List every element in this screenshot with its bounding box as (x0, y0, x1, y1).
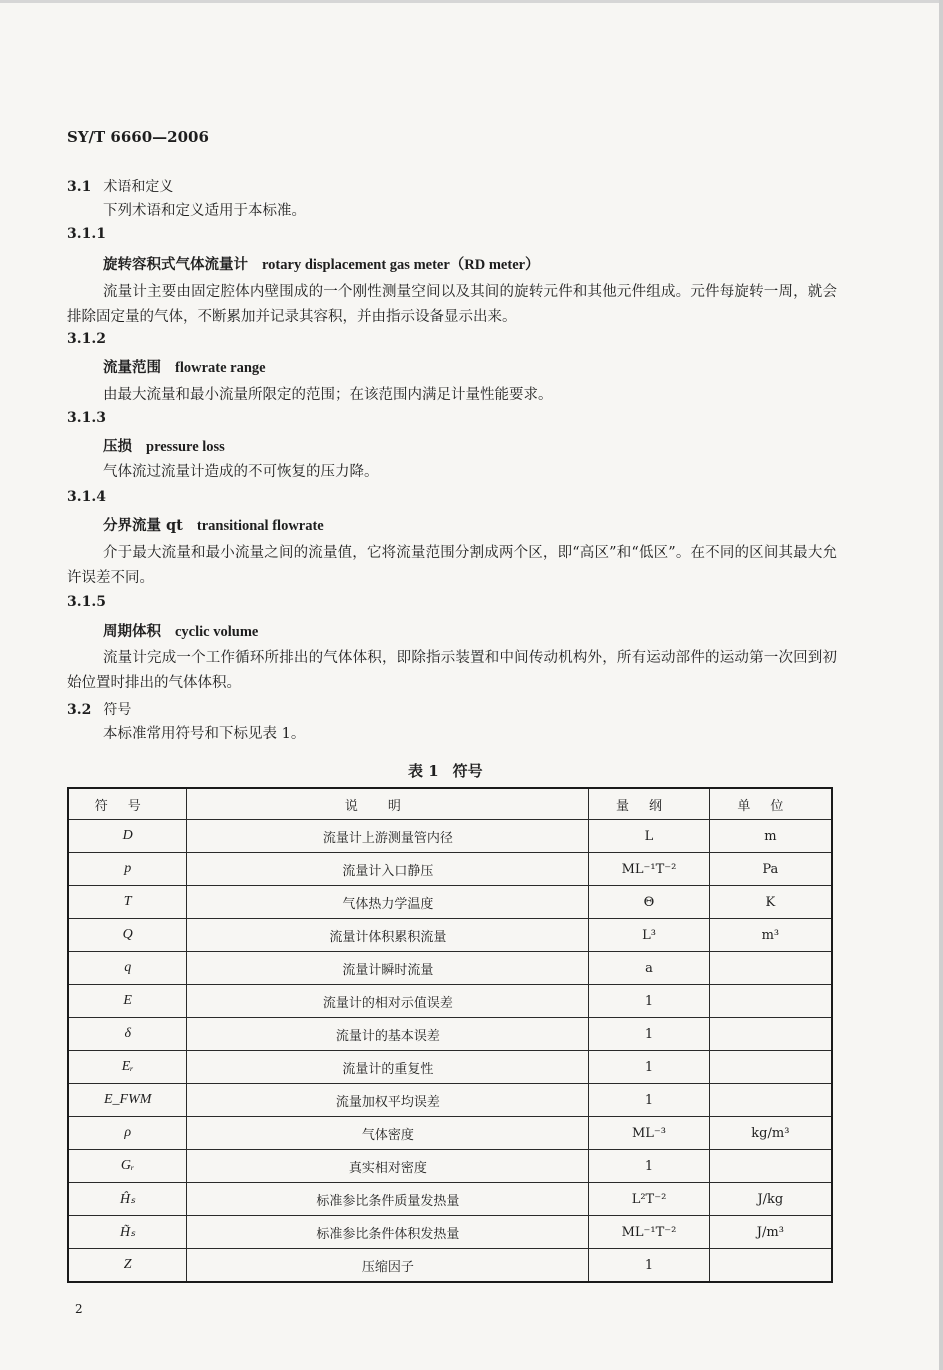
table-row (68, 1084, 832, 1117)
description-cell: 流量计入口静压 (187, 853, 589, 886)
description-cell: 流量计体积累积流量 (187, 919, 589, 952)
section-3-1-heading (67, 176, 173, 196)
term-title (103, 435, 225, 456)
term-title (103, 253, 540, 274)
symbol-cell: ρ (68, 1117, 187, 1150)
term-number: 3.1.1 (67, 226, 106, 242)
term-cn: 分界流量 qt (103, 517, 183, 534)
description-cell: 真实相对密度 (187, 1150, 589, 1183)
description-cell: 标准参比条件质量发热量 (187, 1183, 589, 1216)
unit-cell (709, 1249, 832, 1283)
unit-cell (709, 952, 832, 985)
table-row (68, 1150, 832, 1183)
term-number: 3.1.2 (67, 331, 106, 347)
table-row (68, 985, 832, 1018)
dimension-cell: ML⁻¹T⁻² (589, 1216, 709, 1249)
table-row (68, 853, 832, 886)
symbol-cell: E_FWM (68, 1084, 187, 1117)
page-number: 2 (75, 1302, 83, 1316)
unit-cell (709, 1051, 832, 1084)
table-caption (408, 760, 483, 781)
dimension-cell: Θ (589, 886, 709, 919)
symbols-table (67, 787, 833, 1283)
description-cell: 流量计瞬时流量 (187, 952, 589, 985)
unit-cell: J/kg (709, 1183, 832, 1216)
header-unit: 单位 (709, 788, 832, 820)
table-caption-title: 符号 (452, 762, 483, 780)
section-3-2-heading (67, 699, 131, 719)
term-number: 3.1.5 (67, 594, 106, 610)
unit-cell: K (709, 886, 832, 919)
term-number: 3.1.4 (67, 489, 106, 505)
symbol-cell: δ (68, 1018, 187, 1051)
dimension-cell: ML⁻³ (589, 1117, 709, 1150)
description-cell: 压缩因子 (187, 1249, 589, 1283)
dimension-cell: 1 (589, 1150, 709, 1183)
table-row (68, 1216, 832, 1249)
scan-top-edge (0, 0, 943, 3)
symbol-cell: H̃ₛ (68, 1216, 187, 1249)
unit-cell: kg/m³ (709, 1117, 832, 1150)
table-row (68, 1018, 832, 1051)
term-cn: 旋转容积式气体流量计 (103, 256, 248, 273)
scan-right-edge (939, 0, 943, 1370)
term-en: transitional flowrate (196, 518, 324, 534)
table-row (68, 820, 832, 853)
term-definition: 气体流过流量计造成的不可恢复的压力降。 (103, 464, 379, 480)
term-cn: 压损 (103, 438, 132, 455)
symbol-cell: D (68, 820, 187, 853)
table-header-row (68, 788, 832, 820)
dimension-cell: L²T⁻² (589, 1183, 709, 1216)
symbol-cell: Ĥₛ (68, 1183, 187, 1216)
dimension-cell: ML⁻¹T⁻² (589, 853, 709, 886)
term-en: flowrate range (175, 360, 266, 376)
section-title: 符号 (103, 702, 132, 718)
symbol-cell: T (68, 886, 187, 919)
unit-cell (709, 985, 832, 1018)
dimension-cell: L (589, 820, 709, 853)
description-cell: 流量计的基本误差 (187, 1018, 589, 1051)
term-en: cyclic volume (175, 624, 259, 640)
unit-cell: m (709, 820, 832, 853)
dimension-cell: 1 (589, 1018, 709, 1051)
header-dimension: 量纲 (589, 788, 709, 820)
dimension-cell: 1 (589, 1051, 709, 1084)
dimension-cell: 1 (589, 1084, 709, 1117)
term-definition: 流量计完成一个工作循环所排出的气体体积，即除指示装置和中间传动机构外，所有运动部件的运动第一次回到初始位置时排出的气体体积。 (67, 650, 837, 691)
header-description: 说明 (187, 788, 589, 820)
symbol-cell: Z (68, 1249, 187, 1283)
description-cell: 流量计的重复性 (187, 1051, 589, 1084)
unit-cell (709, 1018, 832, 1051)
dimension-cell: 1 (589, 985, 709, 1018)
term-title (103, 356, 266, 377)
term-definition: 流量计主要由固定腔体内壁围成的一个刚性测量空间以及其间的旋转元件和其他元件组成。元件每旋转一周，就会排除固定量的气体，不断累加并记录其容积，并由指示设备显示出来。 (67, 284, 837, 325)
description-cell: 流量计的相对示值误差 (187, 985, 589, 1018)
dimension-cell: 1 (589, 1249, 709, 1283)
table-row (68, 886, 832, 919)
section-title: 术语和定义 (103, 179, 174, 195)
table-row (68, 1249, 832, 1283)
table-row (68, 1117, 832, 1150)
term-definition: 介于最大流量和最小流量之间的流量值，它将流量范围分割成两个区，即“高区”和“低区”。在不同的区间其最大允许误差不同。 (67, 545, 837, 586)
term-cn: 流量范围 (103, 359, 161, 376)
symbol-cell: p (68, 853, 187, 886)
term-definition: 由最大流量和最小流量所限定的范围；在该范围内满足计量性能要求。 (103, 387, 553, 403)
symbol-cell: Q (68, 919, 187, 952)
dimension-cell: a (589, 952, 709, 985)
section-number: 3.2 (67, 702, 92, 718)
symbol-cell: E (68, 985, 187, 1018)
table-row (68, 1183, 832, 1216)
section-3-2-intro: 本标准常用符号和下标见表 1。 (103, 726, 306, 742)
term-title (103, 514, 324, 535)
dimension-cell: L³ (589, 919, 709, 952)
standard-code: SY/T 6660—2006 (67, 128, 209, 146)
description-cell: 流量加权平均误差 (187, 1084, 589, 1117)
term-title (103, 620, 258, 641)
term-en: pressure loss (146, 439, 225, 455)
table-row (68, 919, 832, 952)
unit-cell (709, 1084, 832, 1117)
table-row (68, 1051, 832, 1084)
description-cell: 流量计上游测量管内径 (187, 820, 589, 853)
description-cell: 气体热力学温度 (187, 886, 589, 919)
symbol-cell: q (68, 952, 187, 985)
symbol-cell: Gᵣ (68, 1150, 187, 1183)
header-symbol: 符号 (68, 788, 187, 820)
symbol-cell: Eᵣ (68, 1051, 187, 1084)
unit-cell (709, 1150, 832, 1183)
unit-cell: Pa (709, 853, 832, 886)
description-cell: 气体密度 (187, 1117, 589, 1150)
term-cn: 周期体积 (103, 623, 161, 640)
description-cell: 标准参比条件体积发热量 (187, 1216, 589, 1249)
table-row (68, 952, 832, 985)
table-caption-number: 表 1 (408, 762, 439, 780)
unit-cell: J/m³ (709, 1216, 832, 1249)
term-number: 3.1.3 (67, 410, 106, 426)
unit-cell: m³ (709, 919, 832, 952)
section-3-1-intro: 下列术语和定义适用于本标准。 (103, 203, 306, 219)
section-number: 3.1 (67, 179, 92, 195)
term-en: rotary displacement gas meter（RD meter） (262, 257, 540, 273)
